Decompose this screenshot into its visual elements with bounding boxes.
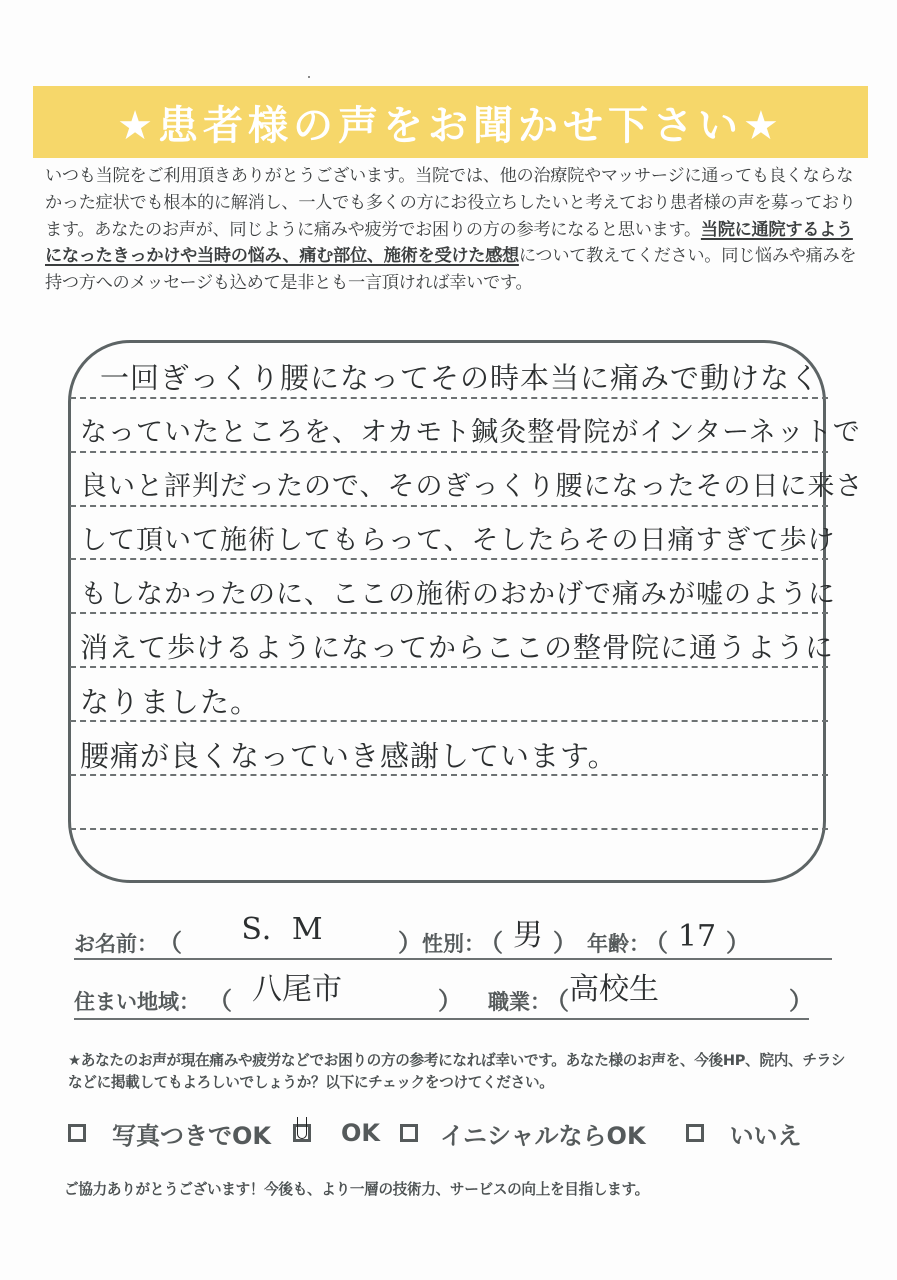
handwritten-line-4: して頂いて施術してもらって、そしたらその日痛すぎて歩け <box>80 525 836 556</box>
age-label: 年齢： <box>587 932 650 956</box>
checkbox-ok[interactable] <box>293 1124 311 1142</box>
name-value[interactable]: S．M <box>241 912 323 947</box>
option-ok-label: OK <box>341 1119 380 1147</box>
handwritten-line-8: 腰痛が良くなっていき感謝しています。 <box>80 739 618 773</box>
close-paren: ） <box>789 987 813 1015</box>
age-value[interactable]: 17 <box>677 919 717 954</box>
close-paren: ） <box>398 929 422 957</box>
scan-speck <box>308 76 310 78</box>
open-paren: （ <box>644 929 668 957</box>
handwritten-line-7: なりました。 <box>80 685 261 719</box>
consent-options <box>64 1113 844 1153</box>
close-paren: ） <box>553 929 577 957</box>
header-banner <box>33 86 868 158</box>
handwritten-line-2: なっていたところを、オカモト鍼灸整骨院がインターネットで <box>80 417 861 448</box>
publication-note: ★あなたのお声が現在痛みや疲労などでお困りの方の参考になれば幸いです。あなた様のお声を、今後HP、院内、チラシなどに掲載してもよろしいでしょうか？以下にチェックをつけてください。 <box>68 1052 846 1091</box>
open-paren: （ <box>158 929 182 957</box>
option-no-label: いいえ <box>729 1121 802 1150</box>
checkbox-no[interactable] <box>686 1124 704 1142</box>
intro-text: いつも当院をご利用頂きありがとうございます。当院では、他の治療院やマッサージに通っても良くならなかった症状でも根本的に解消し、一人でも多くの方にお役立ちしたいと考えており患者様の声を募っております。あなたのお声が、同じように痛みや疲労でお困りの方の参考になると思います。 <box>45 166 856 240</box>
checkbox-photo-ok[interactable] <box>68 1124 86 1142</box>
ruled-line <box>70 558 828 560</box>
handwritten-line-1: 一回ぎっくり腰になってその時本当に痛みで動けなく <box>100 361 821 395</box>
ruled-line <box>70 666 828 668</box>
banner-title: ★患者様の声をお聞かせ下さい★ <box>117 102 784 149</box>
intro-text-after: について教えてください。同じ悩みや痛みを持つ方へのメッセージも込めて是非とも一言頂ければ幸いです。 <box>45 246 857 294</box>
ruled-line <box>70 397 828 399</box>
field-underline <box>74 958 832 960</box>
intro-paragraph <box>45 163 860 297</box>
open-paren: （ <box>208 987 232 1015</box>
check-mark-icon <box>297 1117 307 1139</box>
job-value[interactable]: 高校生 <box>569 972 659 1007</box>
gender-value[interactable]: 男 <box>513 918 543 953</box>
gender-label: 性別： <box>422 932 485 956</box>
handwritten-line-6: 消えて歩けるようになってからここの整骨院に通うように <box>80 631 835 664</box>
option-photo-ok-label: 写真つきでOK <box>112 1121 271 1150</box>
close-paren: ） <box>438 987 462 1015</box>
close-paren: ） <box>726 929 750 957</box>
area-label: 住まい地域： <box>74 990 200 1014</box>
handwritten-line-5: もしなかったのに、ここの施術のおかげで痛みが嘘のように <box>80 579 836 610</box>
handwritten-line-3: 良いと評判だったので、そのぎっくり腰になったその日に来さ <box>80 471 864 502</box>
field-row-location <box>74 972 834 1016</box>
ruled-line <box>70 828 828 830</box>
open-paren: （ <box>479 929 503 957</box>
ruled-line <box>70 451 828 453</box>
footer-thanks: ご協力ありがとうございます！今後も、より一層の技術力、サービスの向上を目指します。 <box>64 1181 649 1198</box>
field-underline <box>74 1018 809 1020</box>
open-paren: （ <box>545 987 569 1015</box>
job-label: 職業： <box>488 990 551 1014</box>
ruled-line <box>70 505 828 507</box>
option-initials-ok-label: イニシャルならOK <box>440 1121 646 1150</box>
intro-emphasis: 当院に通院するようになったきっかけや当時の悩み、痛む部位、施術を受けた感想 <box>45 219 853 267</box>
area-value[interactable]: 八尾市 <box>252 972 342 1007</box>
name-label: お名前： <box>74 932 158 956</box>
ruled-line <box>70 612 828 614</box>
field-row-personal <box>74 912 834 958</box>
checkbox-initials-ok[interactable] <box>400 1124 418 1142</box>
